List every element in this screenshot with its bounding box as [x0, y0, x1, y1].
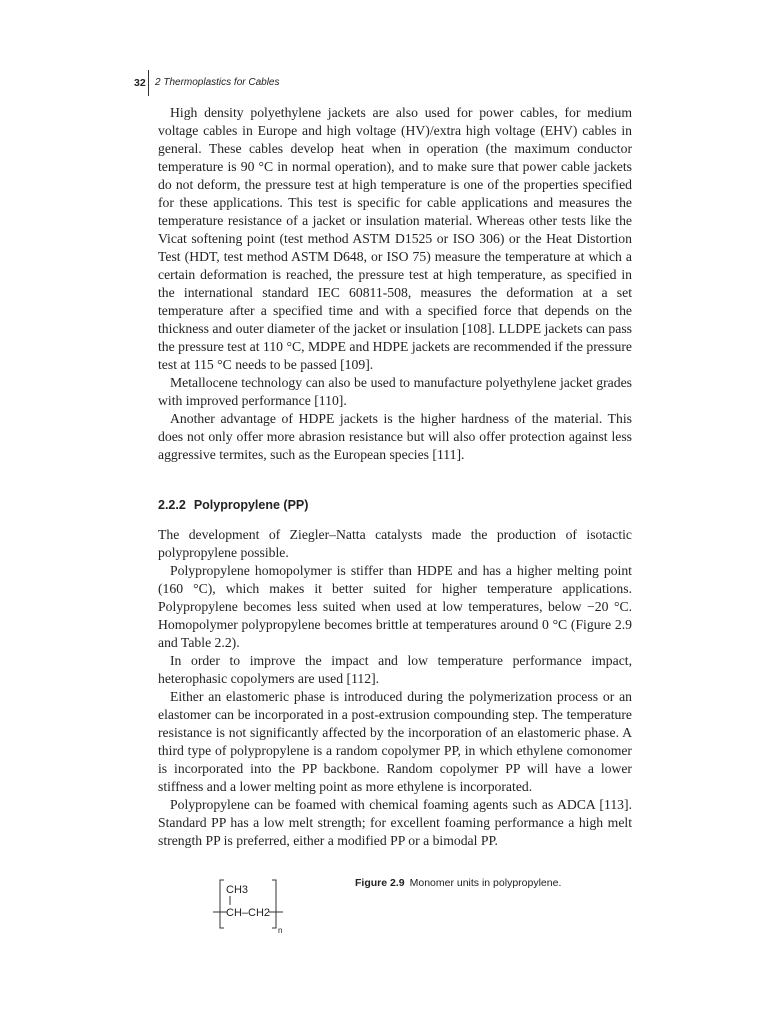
- paragraph: Polypropylene can be foamed with chemical foaming agents such as ADCA [113]. Standard PP has a low melt strength; for excellent foaming performance a high melt strength PP is preferred, either a modified PP or a bimodal PP.: [158, 797, 632, 848]
- section-number: 2.2.2: [158, 498, 186, 512]
- methyl-group-label: CH3: [226, 884, 249, 896]
- section-title: Polypropylene (PP): [193, 498, 309, 512]
- polypropylene-structure-figure: [200, 872, 300, 936]
- backbone-label: CH–CH2: [226, 907, 271, 919]
- figure-caption: [355, 877, 561, 889]
- paragraph: Metallocene technology can also be used to manufacture polyethylene jacket grades with improved performance [110].: [158, 375, 632, 408]
- paragraph: Either an elastomeric phase is introduced during the polymerization process or an elastomer can be incorporated in a post-extrusion compounding step. The temperature resistance is not significantly affected by the incorporation of an elastomeric phase. A third type of polypropylene is a random copolymer PP, in which ethylene comonomer is incorporated into the PP backbone. Random copolymer PP will have a lower stiffness and a lower melting point as more ethylene is incorporated.: [158, 689, 632, 794]
- header-divider: [148, 70, 149, 96]
- paragraph: Another advantage of HDPE jackets is the higher hardness of the material. This does not only offer more abrasion resistance but will also offer protection against less aggressive termites, such as the European species [111].: [158, 411, 632, 462]
- figure-caption-text: Monomer units in polypropylene.: [409, 877, 562, 889]
- repeat-subscript: n: [278, 926, 283, 935]
- body-text-top: [158, 104, 632, 464]
- paragraph: The development of Ziegler–Natta catalysts made the production of isotactic polypropylene possible.: [158, 527, 632, 560]
- section-heading: [158, 498, 308, 512]
- body-text-section: [158, 526, 632, 850]
- paragraph: In order to improve the impact and low temperature performance impact, heterophasic copolymers are used [112].: [158, 653, 632, 686]
- paragraph: Polypropylene homopolymer is stiffer than HDPE and has a higher melting point (160 °C), which makes it better suited for higher temperature applications. Polypropylene becomes less suited when used at low temperatures, below −20 °C. Homopolymer polypropylene becomes brittle at temperatures around 0 °C (Figure 2.9 and Table 2.2).: [158, 563, 632, 650]
- page-number: 32: [134, 77, 146, 89]
- figure-label: Figure 2.9: [355, 877, 405, 889]
- paragraph: High density polyethylene jackets are also used for power cables, for medium voltage cables in Europe and high voltage (HV)/extra high voltage (EHV) cables in general. These cables develop heat when in operation (the maximum conductor temperature is 90 °C in normal operation), and to make sure that power cable jackets do not deform, the pressure test at high temperature is one of the properties specified for these applications. This test is specific for cable applications and measures the temperature resistance of a jacket or insulation material. Whereas other tests like the Vicat softening point (test method ASTM D1525 or ISO 306) or the Heat Distortion Test (HDT, test method ASTM D648, or ISO 75) measure the temperature at which a certain deformation is reached, the pressure test at high temperature, as specified in the international standard IEC 60811-508, measures the deformation at a set temperature after a specified time and with a specified force that depends on the thickness and outer diameter of the jacket or insulation [108]. LLDPE jackets can pass the pressure test at 110 °C, MDPE and HDPE jackets are recommended if the pressure test at 115 °C needs to be passed [109].: [158, 105, 632, 372]
- running-title: 2 Thermoplastics for Cables: [155, 77, 280, 88]
